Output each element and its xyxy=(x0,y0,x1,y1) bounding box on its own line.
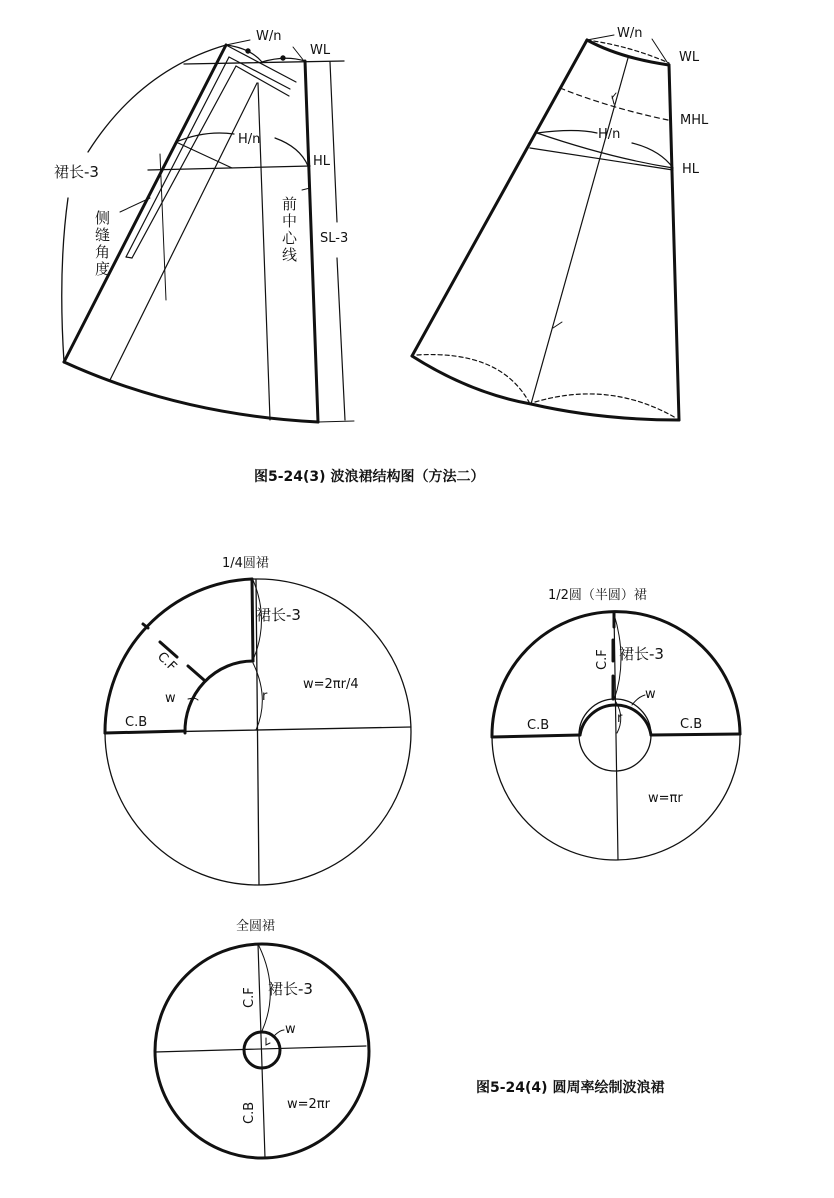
label-skirt-length: 裙长-3 xyxy=(54,163,99,181)
label-w-n: W/n xyxy=(256,29,282,44)
label-w-n-right: W/n xyxy=(617,26,643,41)
label-half-cb-right: C.B xyxy=(680,717,703,732)
label-half-w: w xyxy=(645,687,656,702)
label-half-skirt-length: 裙长-3 xyxy=(619,645,664,663)
label-side-seam-angle: 侧缝角度 xyxy=(93,210,111,278)
label-half-r: r xyxy=(617,711,623,726)
label-full-formula: w=2πr xyxy=(287,1097,330,1112)
label-half-cb-left: C.B xyxy=(527,718,550,733)
label-quarter-skirt-length: 裙长-3 xyxy=(256,606,301,624)
title-full-circle-skirt: 全圆裙 xyxy=(236,919,276,934)
caption-figure-5-24-4: 图5-24(4) 圆周率绘制波浪裙 xyxy=(476,1080,665,1096)
label-full-cf: C.F xyxy=(242,987,257,1008)
title-quarter-circle-skirt: 1/4圆裙 xyxy=(222,556,269,571)
full-circle-drawing xyxy=(155,944,369,1158)
label-quarter-r: r xyxy=(262,689,268,704)
label-full-cb: C.B xyxy=(242,1101,257,1124)
label-h-n: H/n xyxy=(238,132,261,147)
label-half-formula: w=πr xyxy=(648,791,683,806)
label-quarter-formula: w=2πr/4 xyxy=(303,677,359,692)
label-full-w: w xyxy=(285,1022,296,1037)
quarter-circle-drawing xyxy=(105,579,411,885)
half-circle-drawing xyxy=(492,612,740,860)
label-quarter-cf: C.F xyxy=(154,649,180,675)
caption-figure-5-24-3: 图5-24(3) 波浪裙结构图（方法二） xyxy=(254,469,485,485)
label-quarter-w: w xyxy=(165,691,176,706)
label-h-n-right: H/n xyxy=(598,127,621,142)
title-half-circle-skirt: 1/2圆（半圆）裙 xyxy=(548,588,647,603)
label-front-center-line: 前中心线 xyxy=(280,196,298,264)
label-sl: SL-3 xyxy=(320,231,349,246)
label-quarter-cb: C.B xyxy=(125,715,148,730)
label-full-skirt-length: 裙长-3 xyxy=(268,980,313,998)
label-half-cf: C.F xyxy=(595,649,610,670)
label-hl: HL xyxy=(313,154,331,169)
right-panel-drawing xyxy=(412,35,679,420)
label-hl-right: HL xyxy=(682,162,700,177)
label-wl-right: WL xyxy=(679,50,700,65)
label-wl: WL xyxy=(310,43,331,58)
label-mhl: MHL xyxy=(680,113,709,128)
